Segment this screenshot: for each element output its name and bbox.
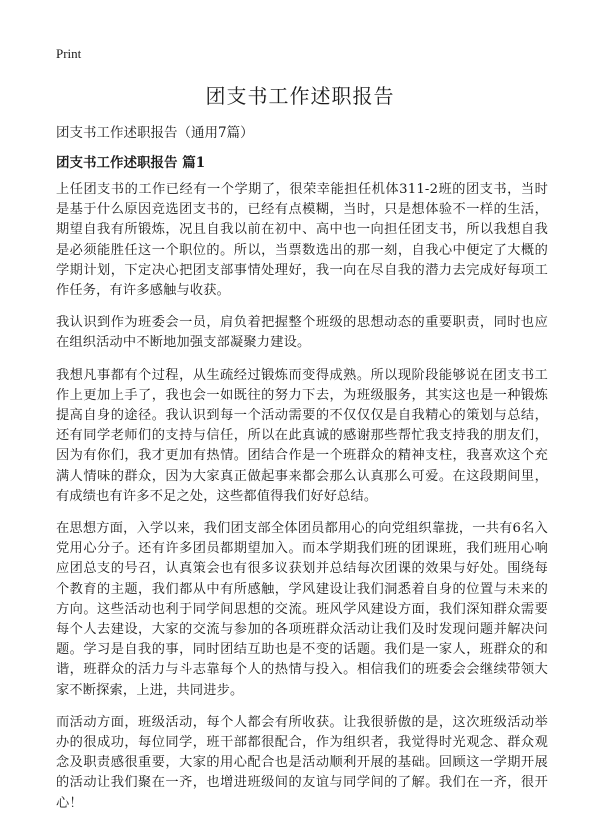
document-body (56, 180, 548, 826)
paragraph: 上任团支书的工作已经有一个学期了，很荣幸能担任机体311-2班的团支书，当时是基于什么原因竞选团支书的，已经有点模糊，当时，只是想体验不一样的生活，期望自我有所锻炼，况且自我以前在初中、高中也一向担任团支书，所以我想自我是必须能胜任这一个职位的。所以，当票数选出的那一刻，自我心中便定了大概的学期计划，下定决心把团支部事情处理好，我一向在尽自我的潜力去完成好每项工作任务，有许多感触与收获。 (56, 182, 548, 299)
section-heading: 团支书工作述职报告 篇1 (56, 155, 206, 171)
document-title: 团支书工作述职报告 (205, 84, 395, 108)
print-link[interactable]: Print (56, 46, 82, 61)
paragraph: 我认识到作为班委会一员，肩负着把握整个班级的思想动态的重要职责，同时也应在组织活动中不断地加强支部凝聚力建设。 (56, 315, 548, 351)
document-subtitle: 团支书工作述职报告（通用7篇） (56, 125, 254, 141)
paragraph: 在思想方面，入学以来，我们团支部全体团员都用心的向党组织靠拢，一共有6名入党用心分子。还有许多团员都期望加入。而本学期我们班的团课班，我们班用心响应团总支的号召，认真策会也有很多议获划并总结每次团课的效果与好处。围绕每个教育的主题，我们都从中有所感触，学风建设让我们洞悉着自身的位置与未来的方向。这些活动也利于同学间思想的交流。班风学风建设方面，我们深知群众需要每个人去建设，大家的交流与参加的各项班群众活动让我们及时发现问题并解决问题。学习是自我的事，同时团结互助也是不变的话题。我们是一家人，班群众的和谐，班群众的活力与斗志靠每个人的热情与投入。相信我们的班委会会继续带领大家不断探索，上进，共同进步。 (56, 521, 548, 698)
paragraph: 我想凡事都有个过程，从生疏经过锻炼而变得成熟。所以现阶段能够说在团支书工作上更加上手了，我也会一如既往的努力下去，为班级服务，其实这也是一种锻炼提高自身的途径。我认识到每一个活动需要的不仅仅仅是自我精心的策划与总结，还有同学老师们的支持与信任，所以在此真诚的感谢那些帮忙我支持我的朋友们，因为有你们，我才更加有热情。团结合作是一个班群众的精神支柱，我喜欢这个充满人情味的群众，因为大家真正做起事来都会那么认真那么可爱。在这段期间里，有成绩也有许多不足之处，这些都值得我们好好总结。 (56, 367, 548, 504)
paragraph: 而活动方面，班级活动，每个人都会有所收获。让我很骄傲的是，这次班级活动举办的很成功，每位同学，班干部都很配合，作为组织者，我觉得时光观念、群众观念及职责感很重要，大家的用心配合也是活动顺利开展的基础。回顾这一学期开展的活动让我们聚在一齐，也增进班级间的友谊与同学间的了解。我们在一齐，很开心！ (56, 714, 548, 811)
